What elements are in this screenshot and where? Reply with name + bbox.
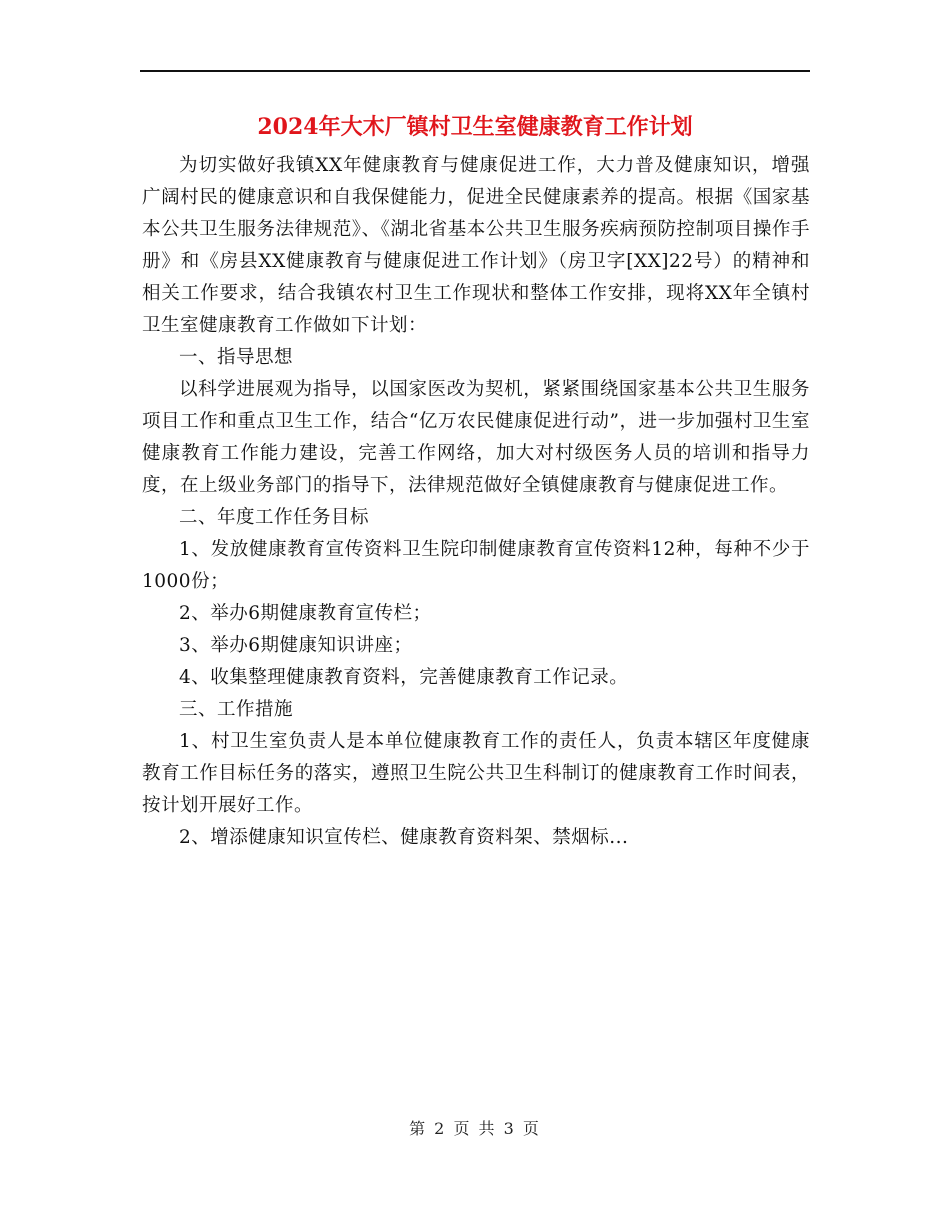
document-body [142,150,810,854]
goal-item-4: 4、收集整理健康教育资料，完善健康教育工作记录。 [179,667,629,688]
header-rule [140,70,810,72]
goal-item-1: 1、发放健康教育宣传资料卫生院印制健康教育宣传资料12种，每种不少于1000份； [142,539,810,592]
goal-item-2: 2、举办6期健康教育宣传栏； [179,603,432,624]
section-heading-annual-goals: 二、年度工作任务目标 [179,507,370,528]
document-title: 2024年大木厂镇村卫生室健康教育工作计划 [257,114,693,140]
section-heading-measures: 三、工作措施 [179,699,294,720]
measure-item-1: 1、村卫生室负责人是本单位健康教育工作的责任人，负责本辖区年度健康教育工作目标任务的落实，遵照卫生院公共卫生科制订的健康教育工作时间表，按计划开展好工作。 [142,731,810,816]
guiding-thought-paragraph: 以科学进展观为指导，以国家医改为契机，紧紧围绕国家基本公共卫生服务项目工作和重点卫生工作，结合“亿万农民健康促进行动”，进一步加强村卫生室健康教育工作能力建设，完善工作网络，加大对村级医务人员的培训和指导力度，在上级业务部门的指导下，法律规范做好全镇健康教育与健康促进工作。 [142,379,810,496]
measure-item-2: 2、增添健康知识宣传栏、健康教育资料架、禁烟标... [179,827,629,848]
section-heading-guiding-thought: 一、指导思想 [179,347,294,368]
page-number: 第 2 页 共 3 页 [409,1119,541,1138]
goal-item-3: 3、举办6期健康知识讲座； [179,635,413,656]
intro-paragraph: 为切实做好我镇XX年健康教育与健康促进工作，大力普及健康知识，增强广阔村民的健康意识和自我保健能力，促进全民健康素养的提高。根据《国家基本公共卫生服务法律规范》、《湖北省基本公共卫生服务疾病预防控制项目操作手册》和《房县XX健康教育与健康促进工作计划》（房卫字[XX]22号）的精神和相关工作要求，结合我镇农村卫生工作现状和整体工作安排，现将XX年全镇村卫生室健康教育工作做如下计划： [142,155,810,336]
